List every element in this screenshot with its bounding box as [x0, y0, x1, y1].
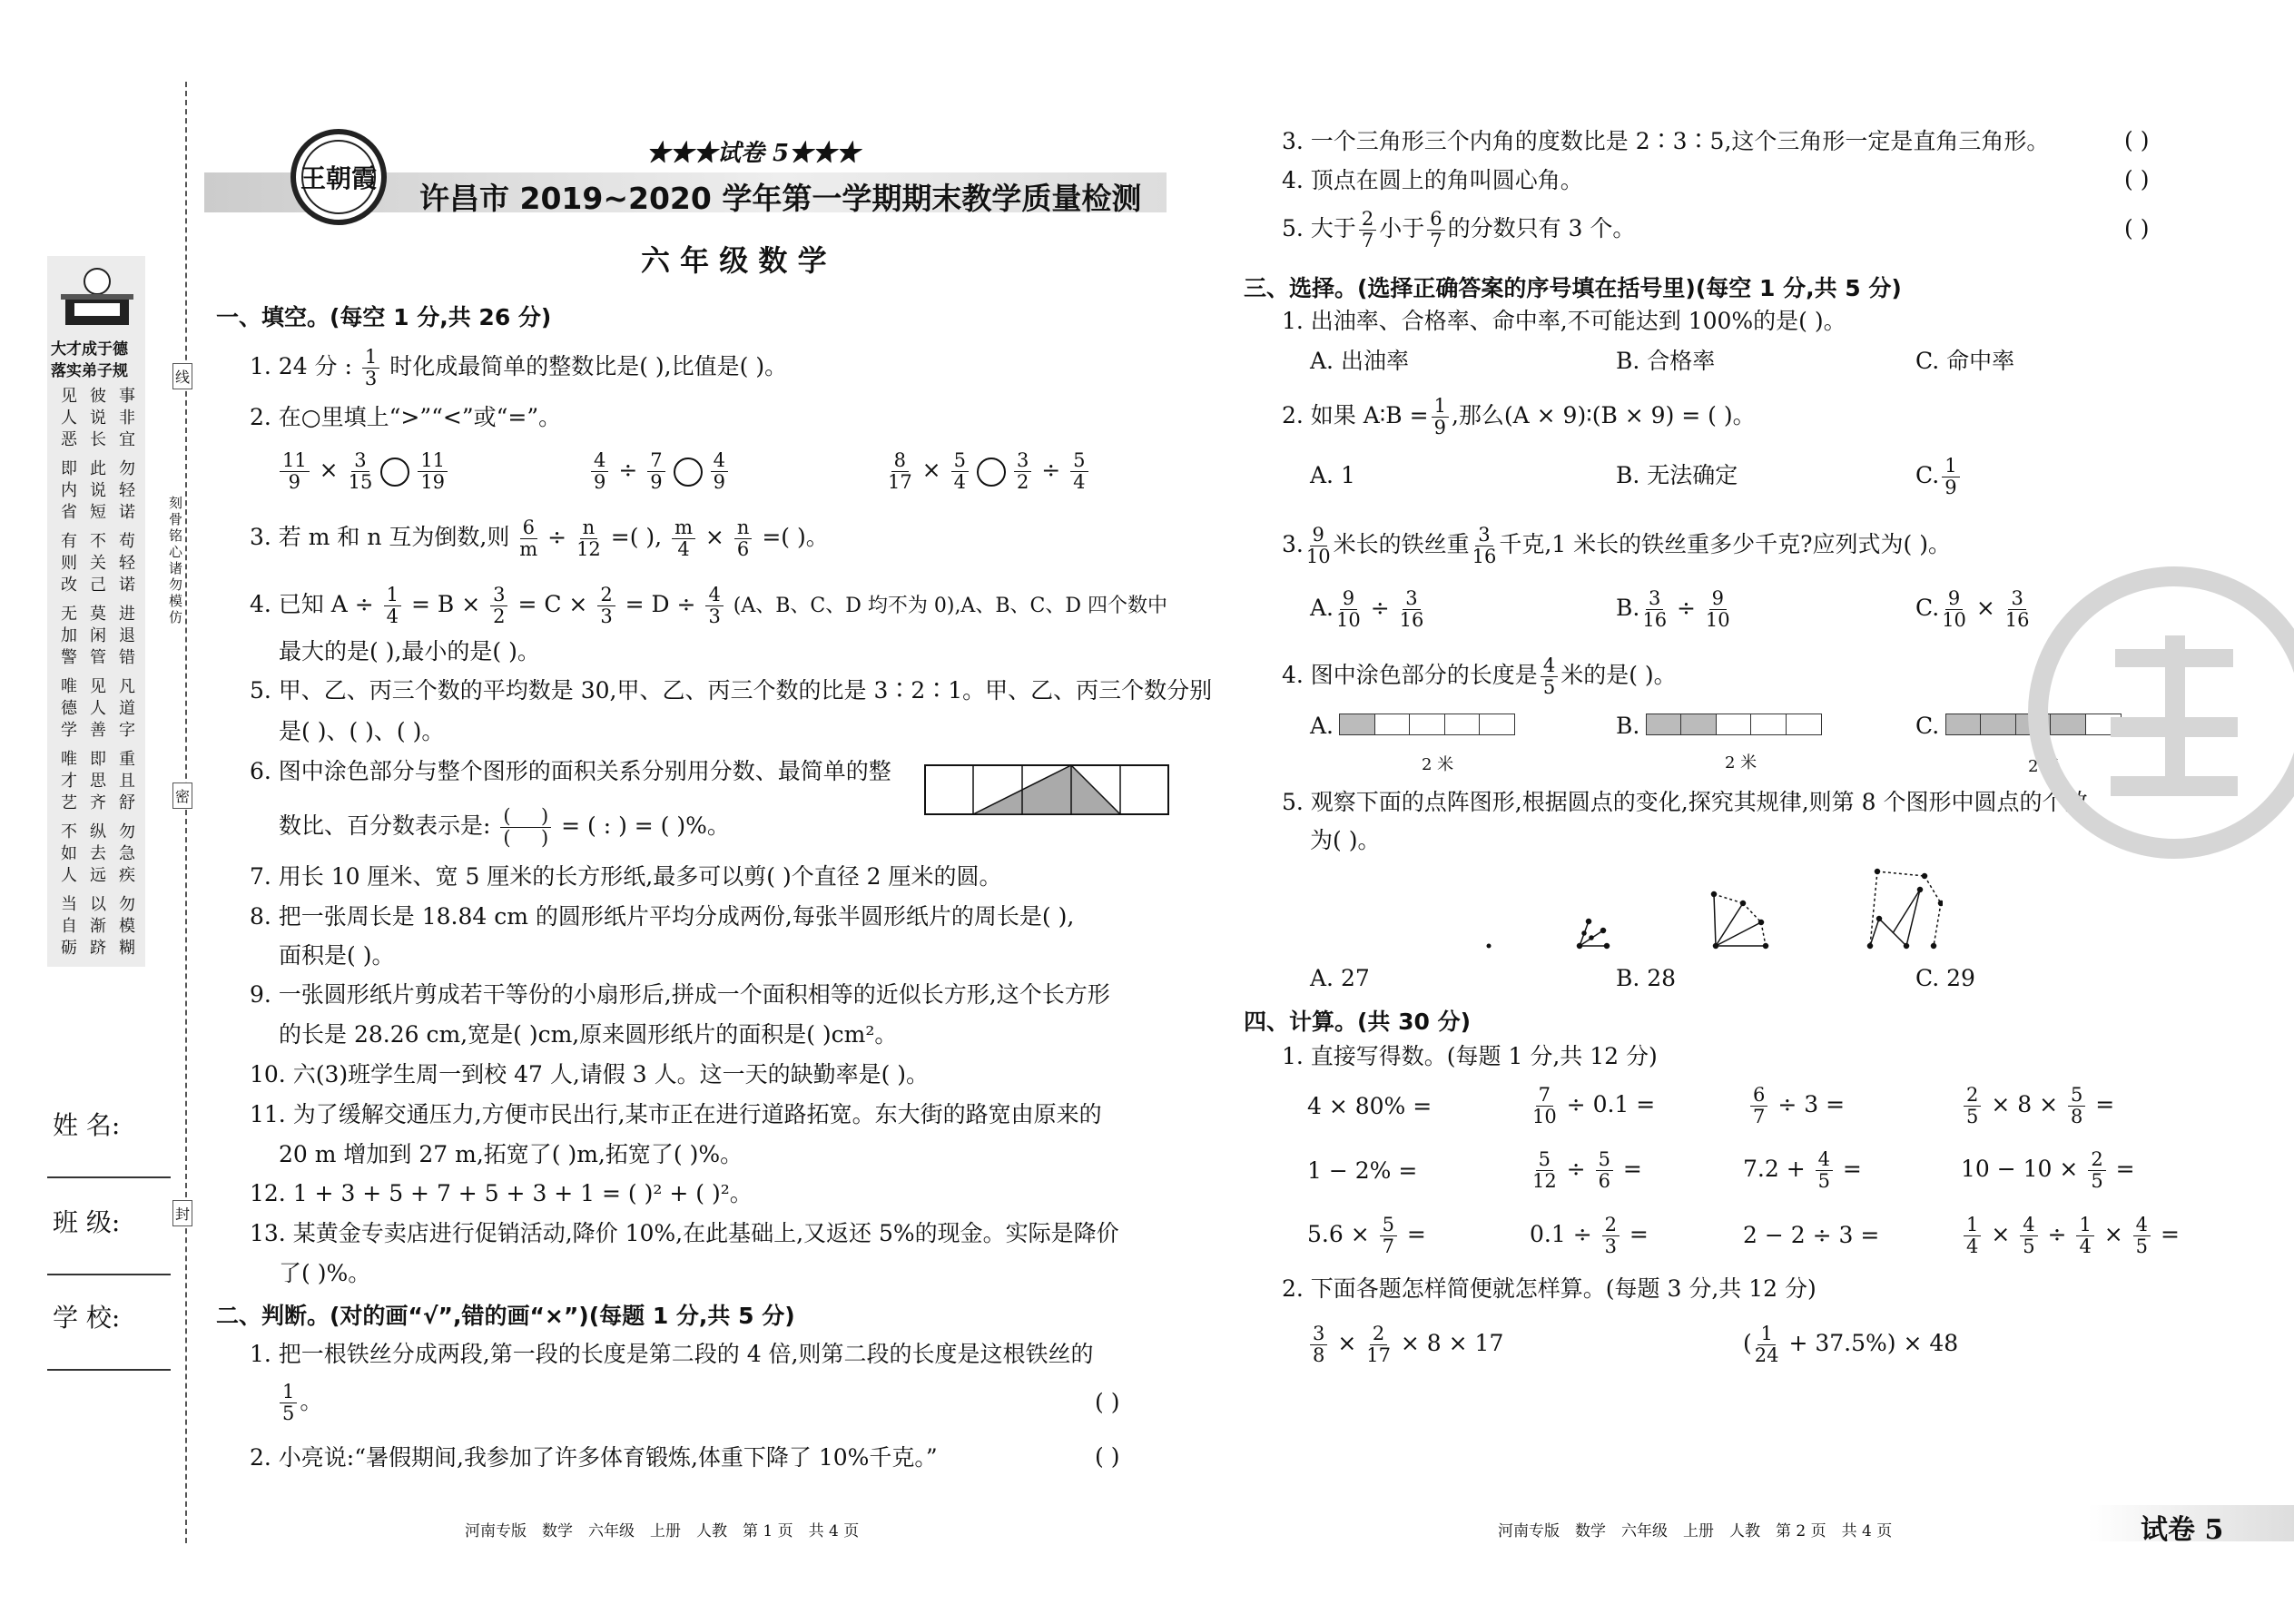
- choice-4-option-a[interactable]: A.: [1310, 712, 1515, 743]
- calc-simplify-2: ( $\frac{1}{24}$ + 37.5%) × 48: [1743, 1323, 1959, 1366]
- choice-5-option-a[interactable]: A. 27: [1310, 965, 1370, 991]
- motto-item: 纵去远: [90, 822, 106, 885]
- motto-item: 莫闲管: [90, 605, 106, 667]
- choice-5-option-c[interactable]: C. 29: [1915, 965, 1975, 991]
- secret-seal-icon: [2024, 563, 2294, 866]
- choice-4-option-c[interactable]: C.: [1915, 712, 2122, 743]
- choice-2-option-a[interactable]: A. 1: [1310, 462, 1355, 488]
- question-13: 13. 某黄金专卖店进行促销活动,降价 10%,在此基础上,又返还 5%的现金。实际是降价: [250, 1220, 1119, 1246]
- class-label: 班 级:: [53, 1207, 121, 1237]
- question-11-line2: 20 m 增加到 27 m,拓宽了( )m,拓宽了( )%。: [279, 1141, 743, 1167]
- question-7: 7. 用长 10 厘米、宽 5 厘米的长方形纸,最多可以剪( )个直径 2 厘米的圆。: [250, 863, 1002, 890]
- binding-vertical-note: 刻骨铭心 诸勿模仿: [169, 495, 185, 625]
- calc-item: 5.6 × $\frac{5}{7}$ =: [1307, 1214, 1426, 1257]
- choice-1-option-b[interactable]: B. 合格率: [1616, 348, 1716, 374]
- question-5-line2: 是( )、( )、( )。: [279, 718, 445, 744]
- choice-5-option-b[interactable]: B. 28: [1616, 965, 1677, 991]
- question-6: 6. 图中涂色部分与整个图形的面积关系分别用分数、最简单的整: [250, 758, 891, 784]
- choice-4: 4. 图中涂色部分的长度是 $\frac{4}{5}$ 米的是( )。: [1282, 655, 1677, 698]
- judge-1-answer[interactable]: ( ): [1095, 1389, 1120, 1415]
- section-judge-title: 二、判断。(对的画“√”,错的画“×”)(每题 1 分,共 5 分): [216, 1303, 795, 1329]
- q1-text-b: 时化成最简单的整数比是( ),比值是( )。: [389, 353, 788, 379]
- footer-page-2: 河南专版 数学 六年级 上册 人教 第 2 页 共 4 页: [1498, 1522, 1893, 1540]
- question-4: 4. 已知 A ÷ $\frac{1}{4}$ = B × $\frac{3}{2}$ = C × $\frac{2}{3}$ = D ÷ $\frac{4}{3}$ (A、B、C、D 均不为 0),A、B、C、D 四个数中: [250, 584, 1167, 627]
- binding-label-3: 封: [172, 1200, 192, 1226]
- judge-1: 1. 把一根铁丝分成两段,第一段的长度是第二段的 4 倍,则第二段的长度是这根铁丝的: [250, 1341, 1094, 1367]
- calc-item: $\frac{6}{7}$ ÷ 3 =: [1748, 1085, 1845, 1127]
- choice-3: 3. $\frac{9}{10}$ 米长的铁丝重 $\frac{3}{16}$ 千克,1 米长的铁丝重多少千克?应列式为( )。: [1282, 524, 1952, 567]
- choice-4-option-b[interactable]: B.: [1616, 712, 1822, 743]
- choice-3-option-a[interactable]: A. $\frac{9}{10}$ ÷ $\frac{3}{16}$: [1310, 587, 1424, 631]
- motto-item: 即思齐: [90, 750, 106, 812]
- footer-page-1: 河南专版 数学 六年级 上册 人教 第 1 页 共 4 页: [465, 1522, 860, 1540]
- student-figure-icon: [56, 263, 138, 340]
- calc-item: 2 − 2 ÷ 3 =: [1743, 1222, 1880, 1248]
- compare-circle[interactable]: [674, 458, 703, 487]
- judge-5: 5. 大于 $\frac{2}{7}$ 小于 $\frac{6}{7}$ 的分数只有 3 个。: [1282, 208, 1636, 251]
- motto-item: 见人善: [90, 677, 106, 740]
- binding-dashed-line: [185, 82, 187, 1543]
- school-label: 学 校:: [53, 1303, 121, 1333]
- choice-5-line2: 为( )。: [1310, 827, 1381, 853]
- motto-item: 以渐跻: [90, 895, 106, 958]
- choice-2-option-c[interactable]: C. $\frac{1}{9}$: [1915, 456, 1963, 498]
- motto-grid: [60, 386, 142, 967]
- compare-circle[interactable]: [380, 458, 409, 487]
- calc-item: $\frac{2}{5}$ × 8 × $\frac{5}{8}$ =: [1961, 1085, 2114, 1127]
- motto-subtitle: 落实弟子规: [51, 362, 128, 380]
- answer-fraction-blank[interactable]: ( ) ( ): [500, 806, 551, 849]
- q2-compare-2: $\frac{4}{9}$ ÷ $\frac{7}{9}$ $\frac{4}{9}$: [588, 450, 731, 493]
- judge-2: 2. 小亮说:“暑假期间,我参加了许多体育锻炼,体重下降了 10%千克。”: [250, 1444, 938, 1471]
- judge-3-answer[interactable]: ( ): [2124, 127, 2150, 153]
- question-4-line2: 最大的是( ),最小的是( )。: [279, 638, 540, 664]
- logo-seal-icon: [289, 127, 389, 231]
- motto-item: 勿急疾: [119, 822, 135, 885]
- question-9-line2: 的长是 28.26 cm,宽是( )cm,原来圆形纸片的面积是( )cm²。: [279, 1021, 898, 1048]
- motto-item: 凡道字: [119, 677, 135, 740]
- motto-item: 当自砺: [61, 895, 77, 958]
- calc-item: 7.2 + $\frac{4}{5}$ =: [1743, 1148, 1862, 1192]
- choice-2-option-b[interactable]: B. 无法确定: [1616, 462, 1738, 488]
- choice-1-option-c[interactable]: C. 命中率: [1915, 348, 2015, 374]
- q2-compare-3: $\frac{8}{17}$ × $\frac{5}{4}$ $\frac{3}{2}$ ÷ $\frac{5}{4}$: [885, 450, 1091, 493]
- class-field[interactable]: [47, 1274, 171, 1275]
- bar-c-unit: 2 米: [2028, 757, 2061, 776]
- bar-b-unit: 2 米: [1725, 753, 1757, 773]
- question-10: 10. 六(3)班学生周一到校 47 人,请假 3 人。这一天的缺勤率是( )。: [250, 1061, 930, 1088]
- footer-tag: 试卷 5: [2141, 1514, 2224, 1546]
- bar-figure-a: [1341, 714, 1516, 743]
- question-11: 11. 为了缓解交通压力,方便市民出行,某市正在进行道路拓宽。东大街的路宽由原来的: [250, 1101, 1102, 1127]
- question-5: 5. 甲、乙、丙三个数的平均数是 30,甲、乙、丙三个数的比是 3∶2∶1。甲、乙、丙三个数分别: [250, 677, 1213, 704]
- motto-item: 即内省: [61, 459, 77, 522]
- motto-item: 勿模糊: [119, 895, 135, 958]
- q1-text-a: 1. 24 分 :: [250, 353, 352, 379]
- question-13-line2: 了( )%。: [279, 1260, 371, 1286]
- motto-item: 勿轻诺: [119, 459, 135, 522]
- page-title: 许昌市 2019~2020 学年第一学期期末教学质量检测: [419, 181, 1142, 216]
- q2-compare-1: $\frac{11}{9}$ × $\frac{3}{15}$ $\frac{11}{19}$: [277, 450, 450, 493]
- judge-3: 3. 一个三角形三个内角的度数比是 2∶3∶5,这个三角形一定是直角三角形。: [1282, 128, 2050, 154]
- calc-simplify-1: $\frac{3}{8}$ × $\frac{2}{17}$ × 8 × 17: [1307, 1324, 1503, 1366]
- calc-1-title: 1. 直接写得数。(每题 1 分,共 12 分): [1282, 1043, 1658, 1069]
- choice-1: 1. 出油率、合格率、命中率,不可能达到 100%的是( )。: [1282, 308, 1846, 334]
- calc-item: 10 − 10 × $\frac{2}{5}$ =: [1961, 1148, 2135, 1192]
- motto-item: 重且舒: [119, 750, 135, 812]
- binding-label-2: 密: [172, 782, 192, 809]
- judge-4-answer[interactable]: ( ): [2124, 166, 2150, 192]
- question-8-line2: 面积是( )。: [279, 942, 395, 969]
- question-6-line2: 数比、百分数表示是: ( ) ( ) = ( : ) = ( )%。: [279, 805, 730, 849]
- school-field[interactable]: [47, 1369, 171, 1371]
- question-8: 8. 把一张周长是 18.84 cm 的圆形纸片平均分成两份,每张半圆形纸片的周长是( ),: [250, 903, 1075, 930]
- section-fill-blank-title: 一、填空。(每空 1 分,共 26 分): [216, 304, 552, 330]
- question-2: 2. 在○里填上“>”“<”或“=”。: [250, 404, 562, 430]
- motto-item: 事非宜: [119, 387, 135, 449]
- question-12: 12. 1 + 3 + 5 + 7 + 5 + 3 + 1 = ( )² + ( )²。: [250, 1180, 753, 1206]
- header-badge: ★★★试卷 5★★★: [646, 140, 861, 167]
- choice-5: 5. 观察下面的点阵图形,根据圆点的变化,探究其规律,则第 8 个图形中圆点的个数: [1282, 789, 2088, 815]
- calc-item: 4 × 80% =: [1307, 1093, 1433, 1119]
- judge-2-answer[interactable]: ( ): [1095, 1443, 1120, 1470]
- question-3: 3. 若 m 和 n 互为倒数,则 $\frac{6}{m}$ ÷ $\frac{n}{12}$ =( ), $\frac{m}{4}$ × $\frac{n}{6}$ =( )。: [250, 517, 829, 560]
- page-subtitle: 六 年 级 数 学: [641, 243, 827, 278]
- motto-title: 大才成于德: [51, 340, 128, 359]
- question-1: [250, 347, 787, 389]
- motto-item: 唯德学: [61, 677, 77, 740]
- name-field[interactable]: [47, 1176, 171, 1178]
- compare-circle[interactable]: [977, 458, 1006, 487]
- bar-a-unit: 2 米: [1422, 755, 1454, 774]
- choice-3-option-b[interactable]: B. $\frac{3}{16}$ ÷ $\frac{9}{10}$: [1616, 587, 1730, 631]
- dot-pattern-figures: [1471, 862, 1943, 966]
- judge-1-line2: $\frac{1}{5}$ 。: [277, 1382, 322, 1424]
- motto-item: 无加警: [61, 605, 77, 667]
- bar-figure-b: [1647, 714, 1822, 743]
- calc-2-title: 2. 下面各题怎样简便就怎样算。(每题 3 分,共 12 分): [1282, 1275, 1816, 1302]
- section-calc-title: 四、计算。(共 30 分): [1244, 1009, 1472, 1035]
- motto-item: 彼说长: [90, 387, 106, 449]
- motto-item: 不关己: [90, 532, 106, 595]
- choice-3-option-c[interactable]: C. $\frac{9}{10}$ × $\frac{3}{16}$: [1915, 587, 2030, 631]
- choice-2: 2. 如果 A∶B = $\frac{1}{9}$ ,那么(A × 9)∶(B × 9) = ( )。: [1282, 395, 1756, 438]
- name-label: 姓 名:: [53, 1110, 121, 1140]
- motto-item: 此说短: [90, 459, 106, 522]
- calc-item: 1 − 2% =: [1307, 1157, 1418, 1184]
- fraction: $\frac{1}{3}$: [362, 347, 379, 389]
- logo-text: 王朝霞: [300, 163, 378, 193]
- binding-label-1: 线: [172, 363, 192, 389]
- calc-item: 0.1 ÷ $\frac{2}{3}$ =: [1530, 1214, 1649, 1257]
- calc-item: $\frac{7}{10}$ ÷ 0.1 =: [1532, 1084, 1656, 1127]
- judge-4: 4. 顶点在圆上的角叫圆心角。: [1282, 167, 1583, 193]
- motto-item: 苟轻诺: [119, 532, 135, 595]
- motto-item: 见人恶: [61, 387, 77, 449]
- motto-item: 有则改: [61, 532, 77, 595]
- calc-item: $\frac{5}{12}$ ÷ $\frac{5}{6}$ =: [1532, 1148, 1642, 1192]
- section-choice-title: 三、选择。(选择正确答案的序号填在括号里)(每空 1 分,共 5 分): [1244, 275, 1902, 301]
- motto-item: 唯才艺: [61, 750, 77, 812]
- judge-5-answer[interactable]: ( ): [2124, 215, 2150, 241]
- shaded-triangle-figure: [924, 764, 1169, 819]
- motto-item: 进退错: [119, 605, 135, 667]
- calc-item: $\frac{1}{4}$ × $\frac{4}{5}$ ÷ $\frac{1}{4}$ × $\frac{4}{5}$ =: [1961, 1215, 2180, 1257]
- question-9: 9. 一张圆形纸片剪成若干等份的小扇形后,拼成一个面积相等的近似长方形,这个长方形: [250, 981, 1110, 1008]
- choice-1-option-a[interactable]: A. 出油率: [1310, 348, 1409, 374]
- motto-item: 不如人: [61, 822, 77, 885]
